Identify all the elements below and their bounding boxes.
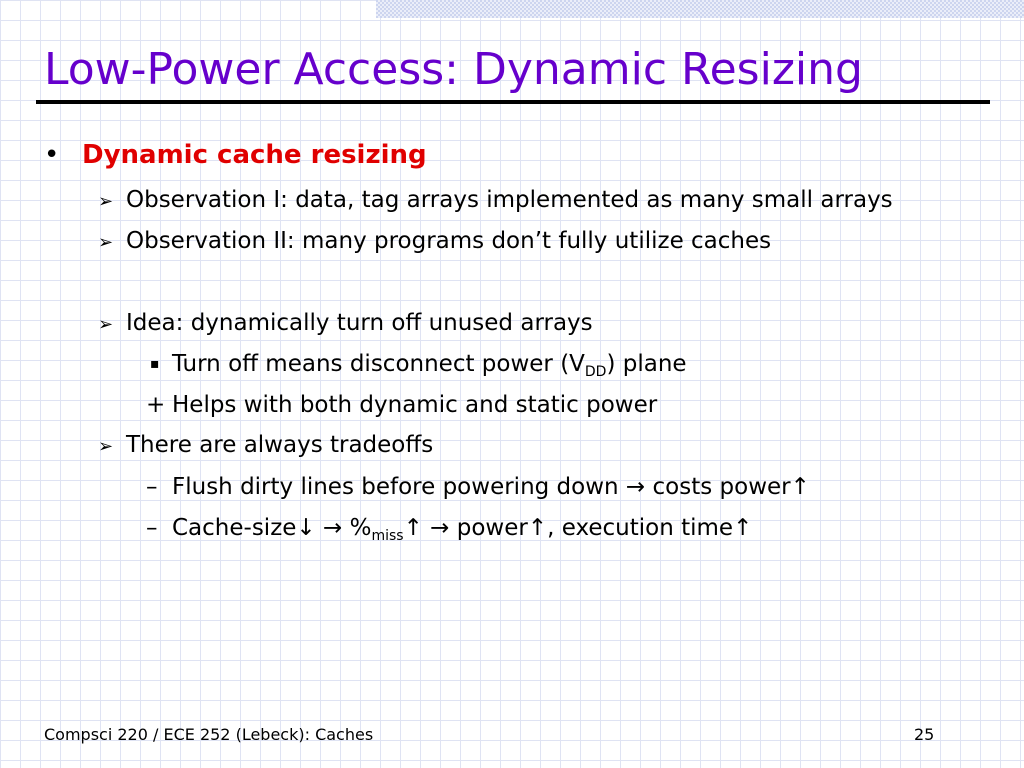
observation-1-text: Observation I: data, tag arrays implemented as many small arrays [126,187,893,213]
arrowhead-bullet-icon: ➢ [98,314,114,335]
header-decoration-band [376,0,1024,18]
turn-off-text-post: ) plane [606,351,687,377]
vdd-subscript: DD [584,364,607,380]
flush-text: Flush dirty lines before powering down → costs power↑ [172,474,810,500]
tradeoffs-item [98,430,433,462]
dash-bullet-icon: – [146,515,158,541]
cache-size-text-pre: Cache-size↓ → % [172,515,372,541]
cache-size-text-post: ↑ → power↑, execution time↑ [403,515,753,541]
plus-bullet-icon: + [146,392,166,418]
arrowhead-bullet-icon: ➢ [98,232,114,253]
bullet-text: Dynamic cache resizing [82,140,427,170]
miss-subscript: miss [371,528,404,544]
arrowhead-bullet-icon: ➢ [98,436,114,457]
bullet-dot-icon: • [44,140,60,170]
turn-off-item [150,349,687,387]
square-bullet-icon: ▪ [150,356,160,372]
tradeoffs-text: There are always tradeoffs [126,432,434,458]
arrowhead-bullet-icon: ➢ [98,191,114,212]
observation-2-item [98,226,771,258]
turn-off-text-pre: Turn off means disconnect power (V [172,351,585,377]
dash-bullet-icon: – [146,474,158,500]
title-underline [36,100,990,104]
helps-text: Helps with both dynamic and static power [172,392,658,418]
slide-title: Low-Power Access: Dynamic Resizing [44,44,863,95]
footer-course-label: Compsci 220 / ECE 252 (Lebeck): Caches [44,725,374,744]
idea-item [98,308,593,340]
idea-text: Idea: dynamically turn off unused arrays [126,310,593,336]
slide-page-number: 25 [914,725,935,744]
observation-1-item [98,185,893,217]
bullet-dynamic-cache-resizing [44,140,427,171]
cache-size-item [146,513,752,551]
helps-item [146,390,657,420]
observation-2-text: Observation II: many programs don’t fully utilize caches [126,228,772,254]
flush-item [146,472,810,502]
